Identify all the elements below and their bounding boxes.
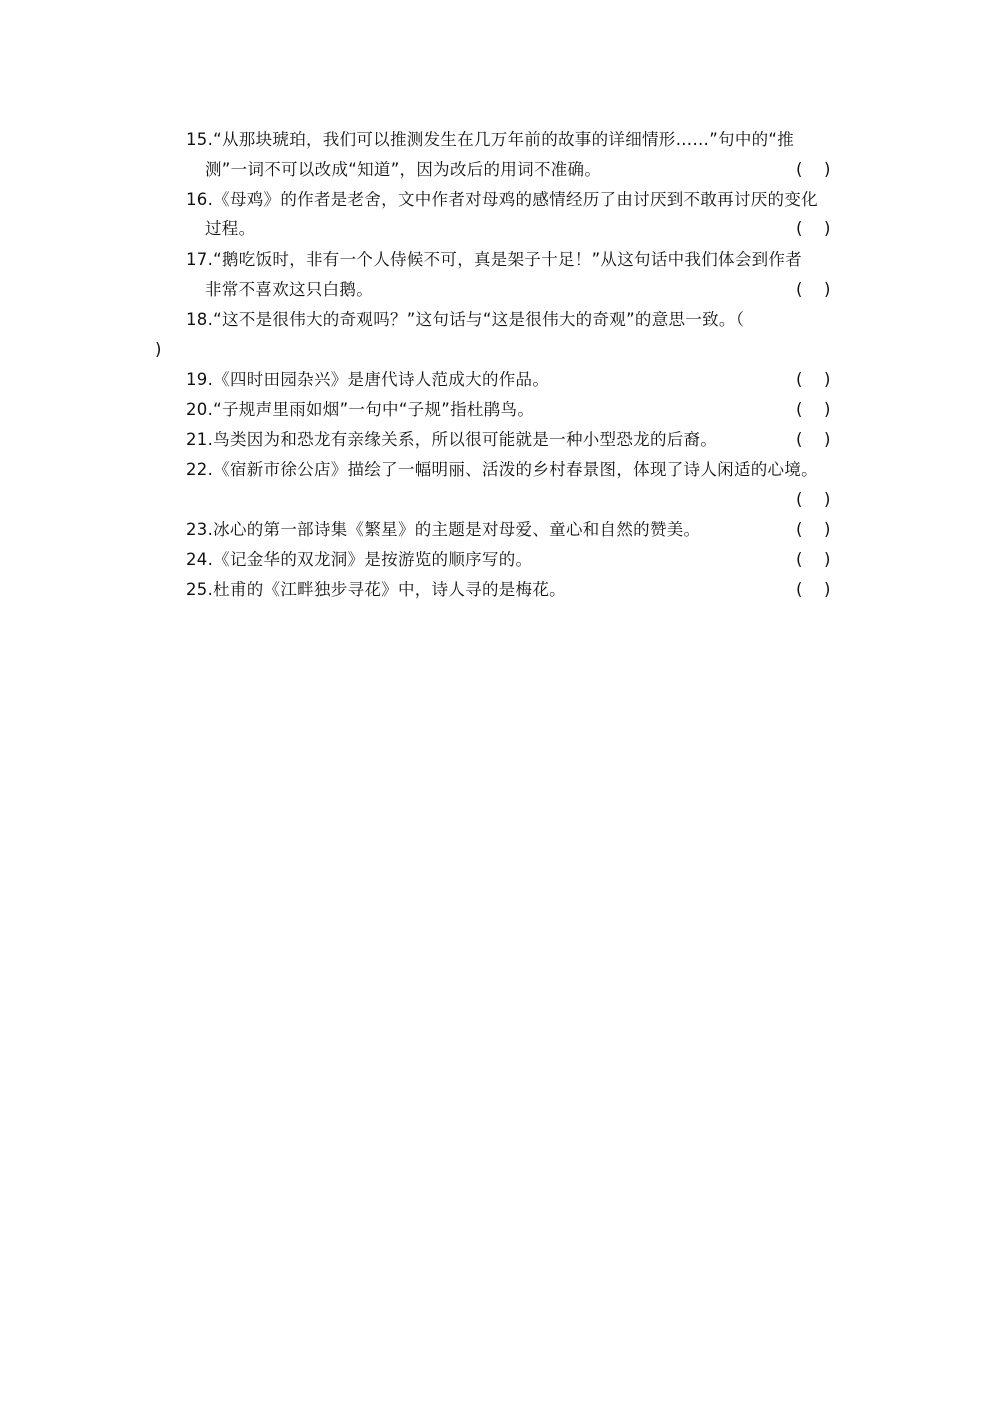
question-18-line-2: ) (155, 340, 162, 359)
question-22: 22.《宿新市徐公店》描绘了一幅明丽、活泼的乡村春景图，体现了诗人闲适的心境。 (186, 460, 818, 479)
question-18-line-1: 18.“这不是很伟大的奇观吗？”这句话与“这是很伟大的奇观”的意思一致。（ (186, 310, 745, 329)
question-19: 19.《四时田园杂兴》是唐代诗人范成大的作品。 (186, 370, 550, 389)
question-20: 20.“子规声里雨如烟”一句中“子规”指杜鹃鸟。 (186, 400, 535, 419)
question-23: 23.冰心的第一部诗集《繁星》的主题是对母爱、童心和自然的赞美。 (186, 520, 701, 539)
question-24: 24.《记金华的双龙洞》是按游览的顺序写的。 (186, 550, 533, 569)
question-17-line-1: 17.“鹅吃饭时，非有一个人侍候不可，真是架子十足！”从这句话中我们体会到作者 (186, 250, 803, 269)
question-15-line-1: 15.“从那块琥珀，我们可以推测发生在几万年前的故事的详细情形……”句中的“推 (186, 130, 795, 149)
question-25: 25.杜甫的《江畔独步寻花》中，诗人寻的是梅花。 (186, 580, 566, 599)
question-21: 21.鸟类因为和恐龙有亲缘关系，所以很可能就是一种小型恐龙的后裔。 (186, 430, 718, 449)
question-17-line-2: 非常不喜欢这只白鹅。 (205, 280, 373, 299)
question-16-line-2: 过程。 (205, 219, 256, 238)
question-15-line-2: 测”一词不可以改成“知道”，因为改后的用词不准确。 (205, 160, 602, 179)
question-16-line-1: 16.《母鸡》的作者是老舍，文中作者对母鸡的感情经历了由讨厌到不敢再讨厌的变化 (186, 190, 818, 209)
